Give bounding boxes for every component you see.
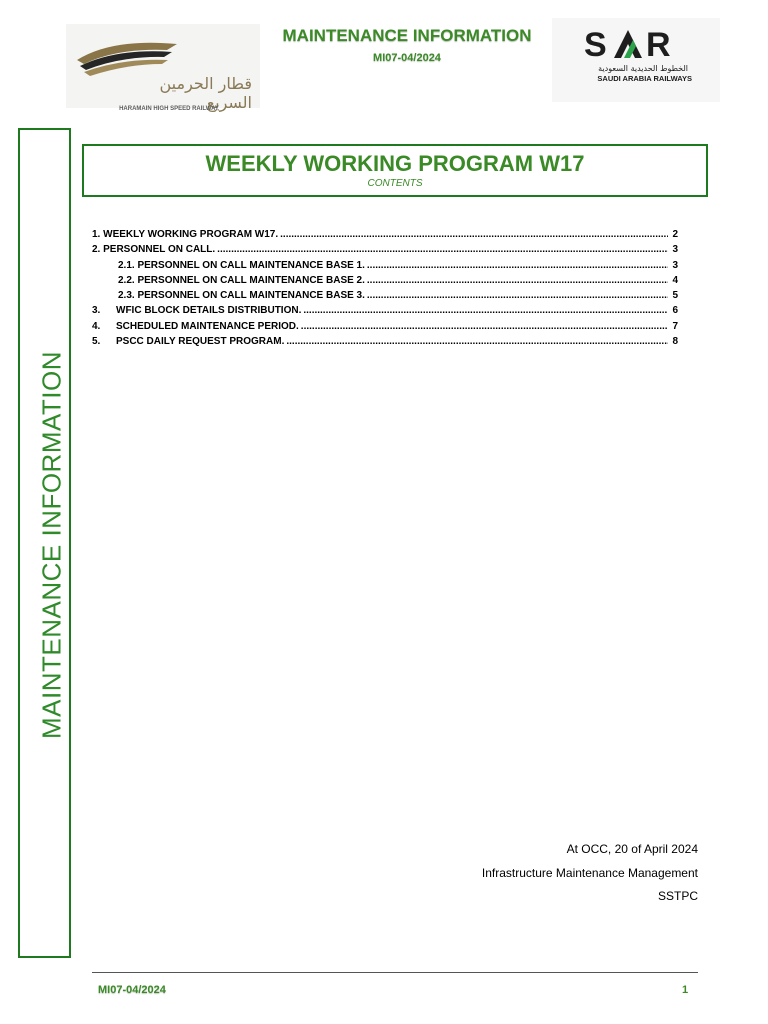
toc-entry-page: 6 [672,305,678,317]
toc-entry-text: WFIC BLOCK DETAILS DISTRIBUTION. [116,305,302,317]
toc-entry-number: 3. [92,305,101,317]
signature-location-date: At OCC, 20 of April 2024 [566,842,698,856]
toc-entry[interactable] [92,227,678,242]
toc-entry-number: 5. [92,336,101,348]
header-document-code: MI07-04/2024 [373,52,441,64]
signature-department: Infrastructure Maintenance Management [481,866,698,880]
toc-entry-number: 2.3. [118,290,135,302]
toc-entry-page: 7 [672,320,678,332]
toc-entry-number: 2.2. [118,274,135,286]
toc-entry-text: SCHEDULED MAINTENANCE PERIOD. [116,320,299,332]
toc-entry[interactable] [92,319,678,334]
toc-entry-page: 8 [672,336,678,348]
toc-leader-dots [301,319,668,334]
toc-leader-dots [280,227,668,242]
footer-document-code: MI07-04/2024 [98,984,166,996]
footer-page-number: 1 [682,984,689,996]
toc-entry-page: 2 [672,229,678,240]
toc-entry-text: PERSONNEL ON CALL MAINTENANCE BASE 3. [137,290,365,302]
haramain-logo [66,24,260,112]
toc-leader-dots [367,258,668,273]
header-title: MAINTENANCE INFORMATION [282,26,532,45]
toc-leader-dots [367,273,668,288]
side-banner-text: MAINTENANCE INFORMATION [36,350,67,740]
toc-entry-text: PERSONNEL ON CALL MAINTENANCE BASE 2. [137,274,365,286]
svg-text:S: S [584,26,607,62]
haramain-train-logo-icon [72,30,182,80]
toc-entry[interactable] [92,258,678,273]
toc-entry-page: 4 [672,274,678,286]
toc-entry[interactable] [92,303,678,318]
sar-english-name: SAUDI ARABIA RAILWAYS [597,74,692,83]
toc-entry[interactable] [92,242,678,257]
toc-entry[interactable] [92,273,678,288]
toc-leader-dots [286,334,668,349]
toc-entry-page: 5 [672,290,678,302]
toc-leader-dots [217,242,668,257]
title-box [82,144,708,197]
toc-entry-number: 1. [92,229,101,240]
haramain-english-name: HARAMAIN HIGH SPEED RAILWAY [119,106,219,112]
toc-entry-number: 2. [92,244,101,256]
sar-arabic-name: الخطوط الحديدية السعودية [598,64,688,73]
toc-leader-dots [367,288,668,303]
svg-text:R: R [646,26,671,62]
table-of-contents [92,227,678,349]
toc-leader-dots [303,303,668,318]
toc-entry-number: 2.1. [118,259,135,271]
toc-entry-text: WEEKLY WORKING PROGRAM W17. [103,229,279,240]
sar-logo [552,18,720,102]
toc-entry-text: PSCC DAILY REQUEST PROGRAM. [116,336,285,348]
footer-divider [92,972,698,973]
toc-entry[interactable] [92,334,678,349]
sar-logo-icon [584,26,694,62]
toc-entry-text: PERSONNEL ON CALL. [103,244,216,256]
toc-entry[interactable] [92,288,678,303]
signature-unit: SSTPC [657,889,698,903]
document-title: WEEKLY WORKING PROGRAM W17 [205,151,585,176]
toc-entry-text: PERSONNEL ON CALL MAINTENANCE BASE 1. [137,259,365,271]
toc-entry-page: 3 [672,259,678,271]
haramain-arabic-name: قطار الحرمين السريع [159,74,252,112]
toc-entry-page: 3 [672,244,678,256]
contents-heading: CONTENTS [367,178,423,189]
toc-entry-number: 4. [92,320,101,332]
